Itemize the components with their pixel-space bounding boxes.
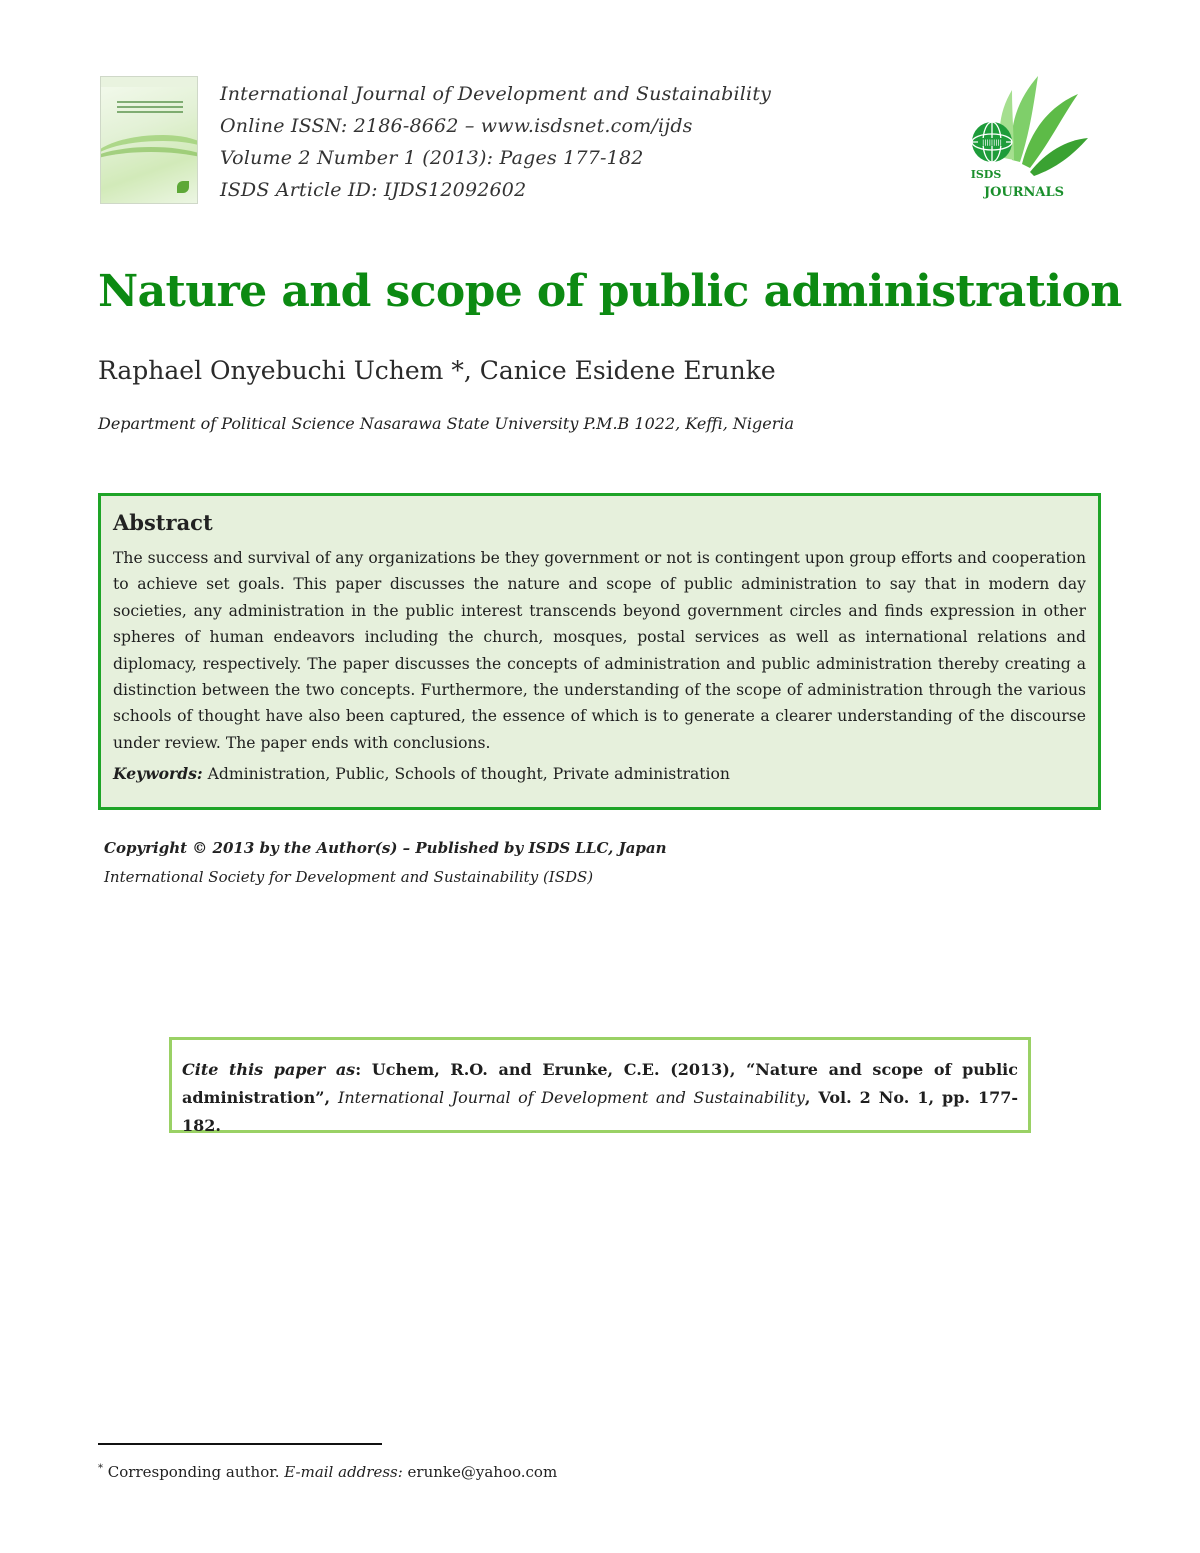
footnote-rule (98, 1443, 382, 1445)
email-label: E-mail address: (284, 1463, 403, 1481)
paper-title: Nature and scope of public administration (98, 266, 1122, 317)
keywords (113, 764, 1086, 783)
article-id-line: ISDS Article ID: IJDS12092602 (220, 179, 527, 201)
issn-line: Online ISSN: 2186-8662 – www.isdsnet.com/ijds (220, 115, 693, 137)
abstract-box (98, 493, 1101, 810)
citation-box (169, 1037, 1031, 1133)
citation-authors: : Uchem, R.O. and Erunke, C.E. (2013), “Nature and scope of public administration”, (182, 1060, 1018, 1107)
paper-authors: Raphael Onyebuchi Uchem *, Canice Esidene Erunke (98, 356, 776, 385)
footnote (98, 1463, 557, 1481)
copyright-line: Copyright © 2013 by the Author(s) – Published by ISDS LLC, Japan (104, 839, 667, 857)
society-line: International Society for Development and Sustainability (ISDS) (104, 868, 594, 886)
keywords-list: Administration, Public, Schools of thought, Private administration (207, 765, 730, 784)
citation-text (182, 1056, 1018, 1140)
journal-name: International Journal of Development and Sustainability (220, 83, 772, 105)
abstract-text: The success and survival of any organizations be they government or not is contingent upon group efforts and cooperation to achieve set goals. This paper discusses the nature and scope of public administration to say that in modern day societies, any administration in the public interest transcends beyond government circles and finds expression in other spheres of human endeavors including the church, mosques, postal services as well as international relations and diplomacy, respectively. The paper discusses the concepts of administration and public administration thereby creating a distinction between the two concepts. Furthermore, the understanding of the scope of administration through the various schools of thought have also been captured, the essence of which is to generate a clearer understanding of the discourse under review. The paper ends with conclusions. (113, 549, 1086, 752)
footnote-marker: * (98, 1463, 103, 1474)
isds-journals-logo (960, 72, 1090, 202)
abstract-heading: Abstract (113, 510, 213, 535)
volume-line: Volume 2 Number 1 (2013): Pages 177-182 (220, 147, 644, 169)
copyright-notice (104, 834, 667, 892)
paper-affiliation: Department of Political Science Nasarawa State University P.M.B 1022, Keffi, Nigeria (98, 414, 795, 433)
citation-tail: , Vol. 2 No. 1, pp. 177-182. (182, 1088, 1018, 1135)
citation-label: Cite this paper as (182, 1060, 356, 1079)
journal-cover-thumbnail (100, 76, 198, 204)
email-address[interactable]: erunke@yahoo.com (402, 1463, 558, 1481)
citation-journal: International Journal of Development and Sustainability (338, 1088, 805, 1107)
logo-top-text: ISDS (970, 168, 1002, 181)
keywords-label: Keywords: (113, 764, 203, 784)
svg-text:|||||||||: ||||||||| (982, 139, 1002, 147)
footnote-text: Corresponding author. (103, 1463, 285, 1481)
journal-info (220, 78, 771, 206)
logo-bottom-text: JOURNALS (983, 185, 1065, 200)
